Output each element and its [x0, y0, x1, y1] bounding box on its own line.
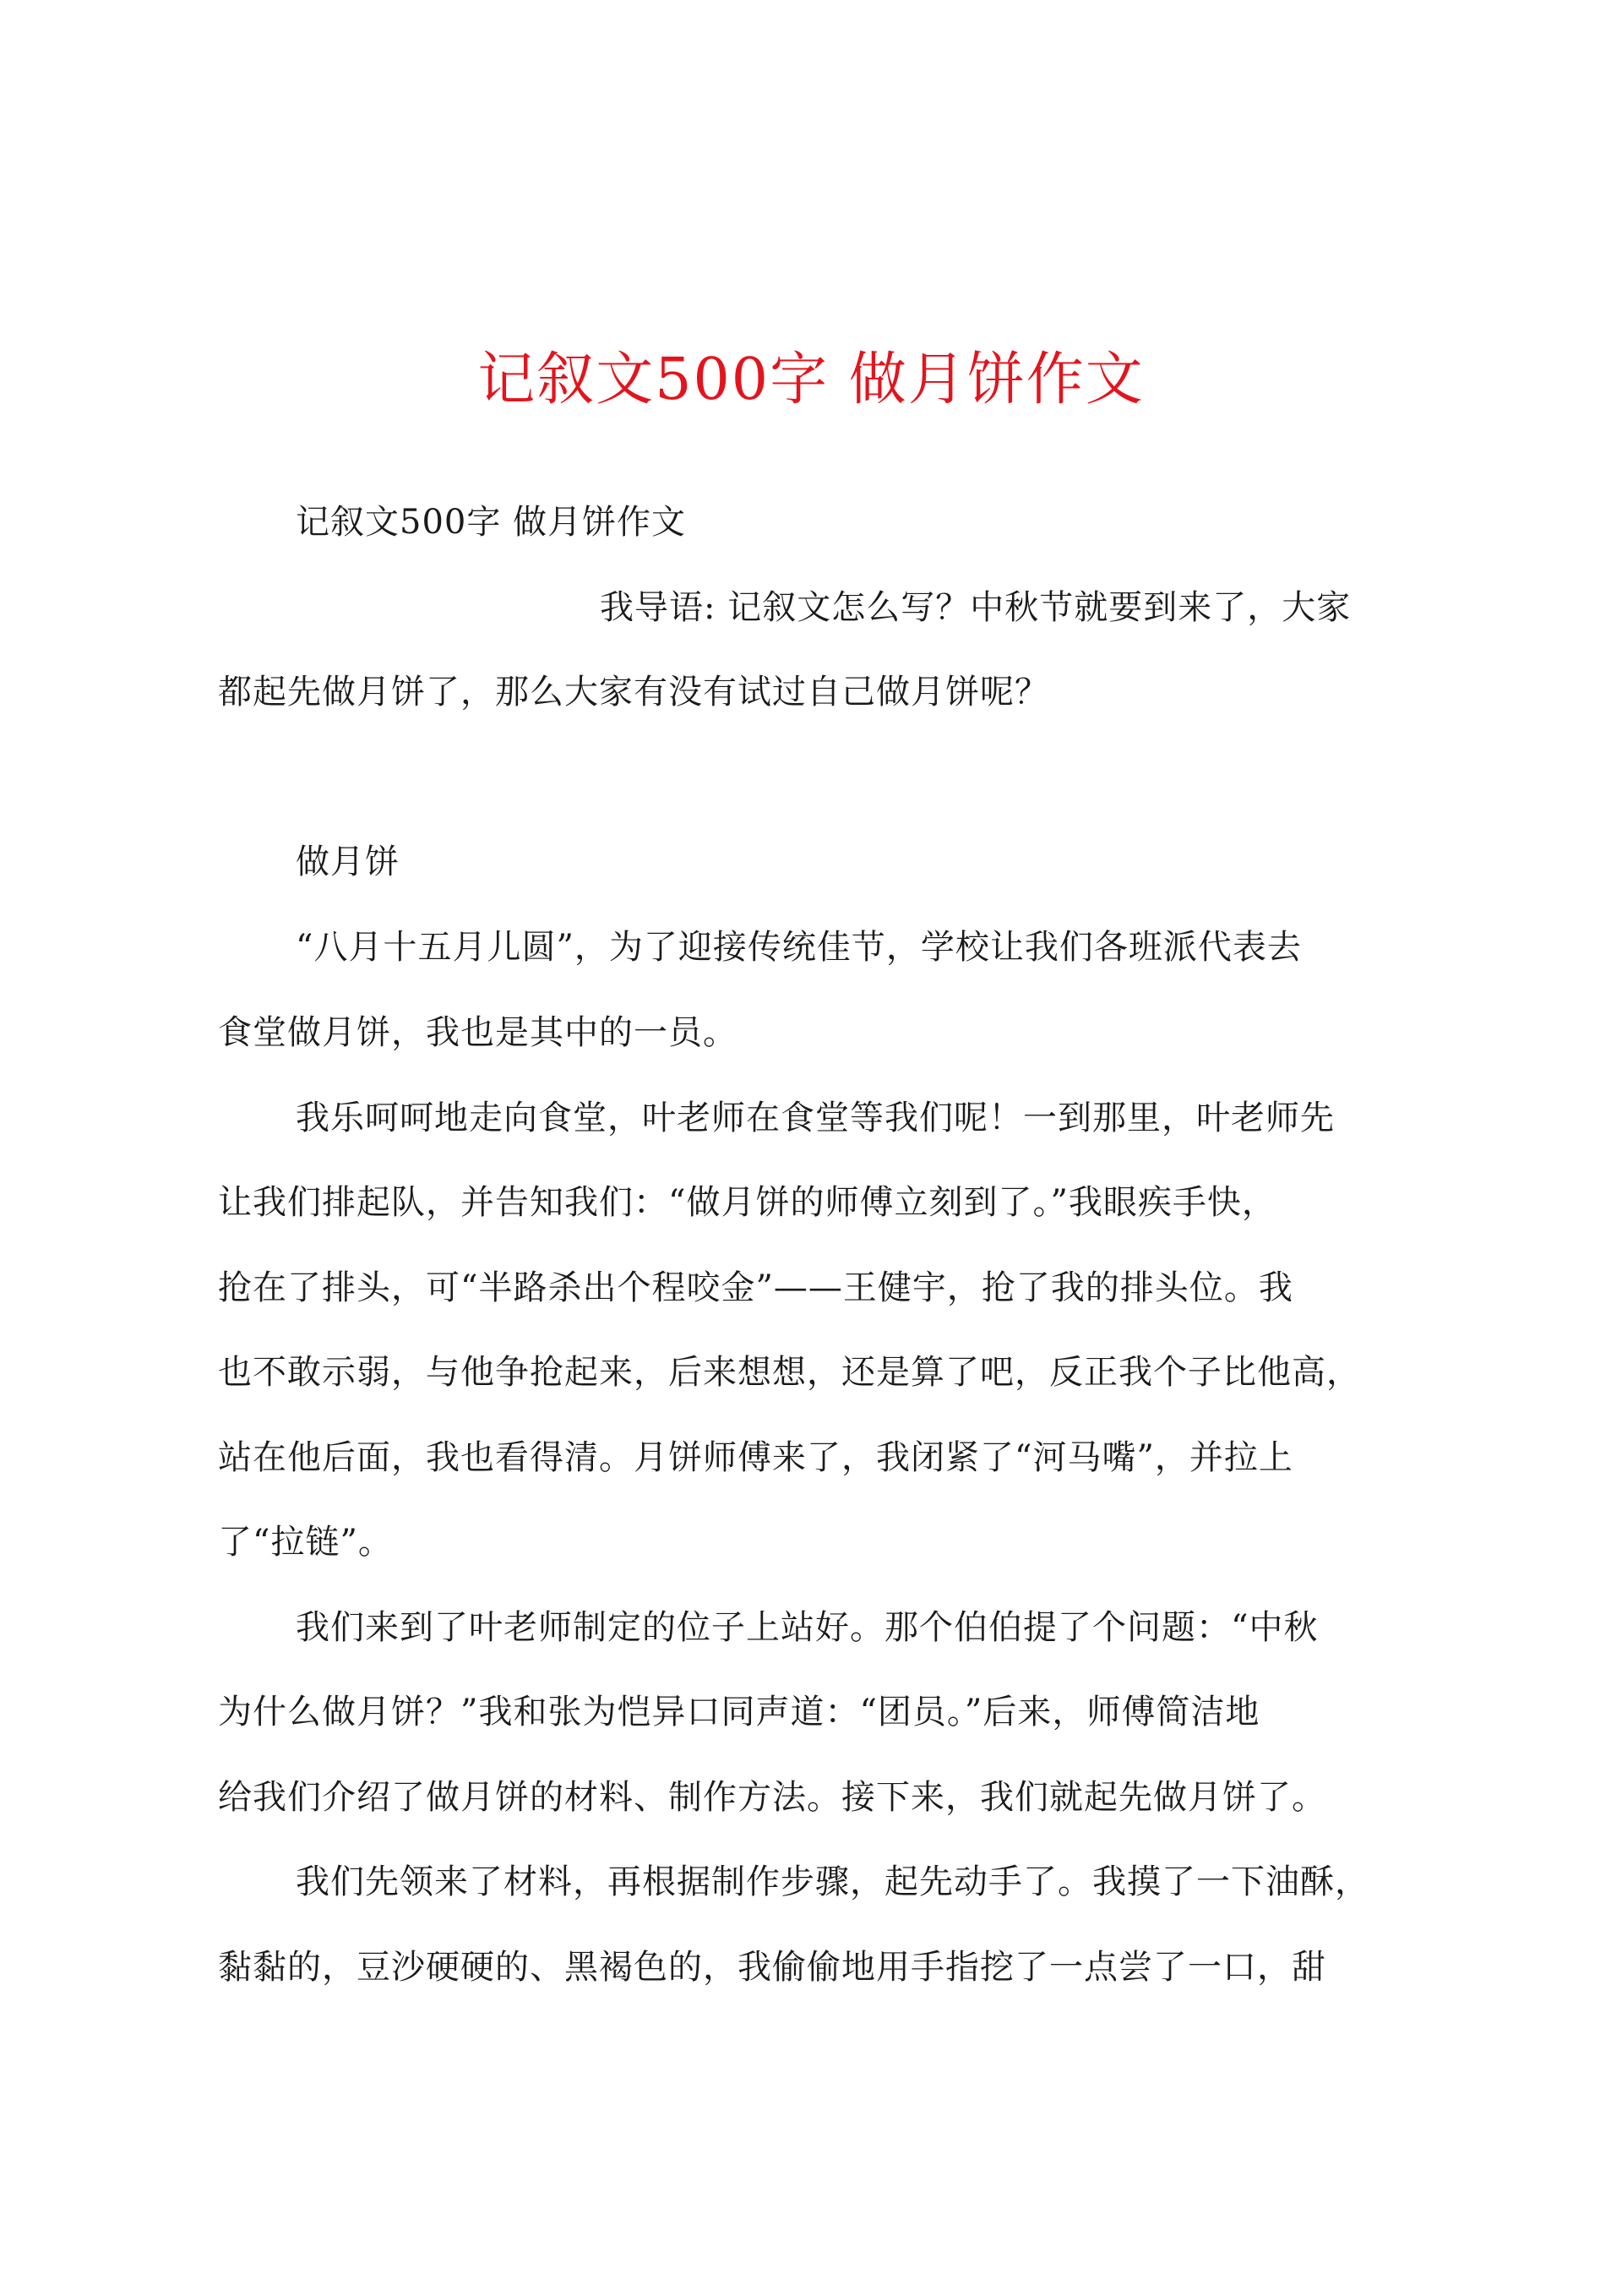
document-title: 记叙文500字 做月饼作文: [477, 346, 1145, 413]
paragraph-line: 食堂做月饼，我也是其中的一员。: [218, 1013, 738, 1052]
document-subtitle: 记叙文500字 做月饼作文: [296, 503, 687, 542]
intro-line: 我导语: 记叙文怎么写？中秋节就要到来了，大家: [600, 588, 1352, 627]
essay-heading: 做月饼: [296, 843, 400, 881]
paragraph-line: 也不敢示弱，与他争抢起来，后来想想，还是算了吧，反正我个子比他高，: [218, 1353, 1361, 1392]
intro-line: 都起先做月饼了，那么大家有没有试过自己做月饼呢？: [218, 673, 1049, 712]
paragraph-line: 我们先领来了材料，再根据制作步骤，起先动手了。我摸了一下油酥，: [296, 1862, 1369, 1901]
paragraph-line: 给我们介绍了做月饼的材料、制作方法。接下来，我们就起先做月饼了。: [218, 1778, 1326, 1817]
paragraph-line: 站在他后面，我也看得清。月饼师傅来了，我闭紧了“河马嘴”，并拉上: [218, 1438, 1293, 1477]
paragraph-line: 我们来到了叶老师制定的位子上站好。那个伯伯提了个问题：“中秋: [296, 1608, 1319, 1647]
paragraph-line: 抢在了排头，可“半路杀出个程咬金”——王健宇，抢了我的排头位。我: [218, 1268, 1293, 1307]
paragraph-line: 让我们排起队，并告知我们：“做月饼的师傅立刻到了。”我眼疾手快，: [218, 1183, 1276, 1222]
paragraph-line: 了“拉链”。: [218, 1523, 393, 1562]
paragraph-line: “八月十五月儿圆”，为了迎接传统佳节，学校让我们各班派代表去: [296, 928, 1302, 967]
paragraph-line: 为什么做月饼？”我和张为恺异口同声道：“团员。”后来，师傅简洁地: [218, 1693, 1260, 1732]
paragraph-line: 我乐呵呵地走向食堂，叶老师在食堂等我们呢！一到那里，叶老师先: [296, 1099, 1335, 1137]
paragraph-line: 黏黏的，豆沙硬硬的、黑褐色的，我偷偷地用手指挖了一点尝了一口，甜: [218, 1948, 1326, 1987]
